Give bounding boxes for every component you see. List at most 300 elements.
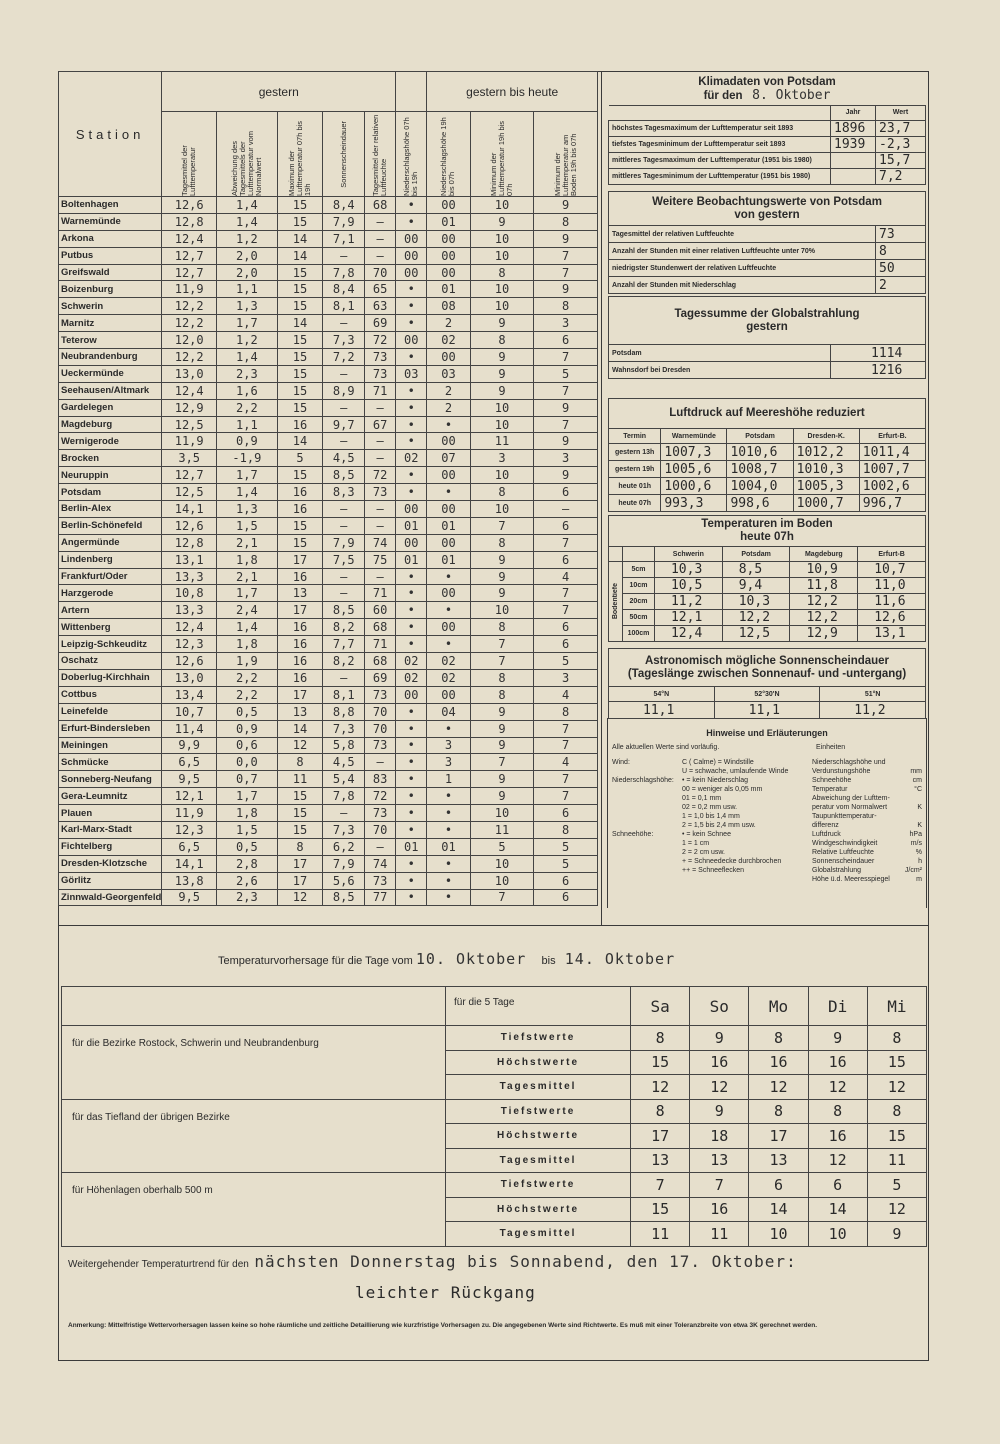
boden-corner <box>623 547 655 562</box>
hinweise-border-right <box>926 718 927 908</box>
station-value: 17 <box>277 551 323 568</box>
station-row <box>59 788 598 805</box>
einheit-name: Globalstrahlung <box>812 867 862 874</box>
station-value: • <box>427 821 470 838</box>
forecast-corner <box>62 987 446 1026</box>
station-value: 6 <box>534 332 598 349</box>
station-value: 11,4 <box>162 720 217 737</box>
station-value: • <box>396 602 427 619</box>
station-value: 8,8 <box>323 703 365 720</box>
column-header-text: Minimum der Lufttemperatur 19h bis 07h <box>488 120 514 196</box>
station-value: 9 <box>470 788 534 805</box>
global-title: Tagessumme der Globalstrahlung <box>674 307 860 320</box>
station-value: — <box>365 399 396 416</box>
station-value: 16 <box>277 669 323 686</box>
luftdruck-value: 993,3 <box>661 495 727 512</box>
global-subtitle: gestern <box>746 320 788 333</box>
boden-side-label <box>609 562 623 642</box>
station-value: 9 <box>534 230 598 247</box>
station-value: 15 <box>277 467 323 484</box>
station-value: 4,5 <box>323 450 365 467</box>
einheit-row <box>812 821 922 830</box>
luftdruck-termin: gestern 13h <box>609 444 661 461</box>
hinweis-row <box>612 767 812 776</box>
station-row <box>59 703 598 720</box>
station-value: 65 <box>365 281 396 298</box>
station-value: 00 <box>427 349 470 366</box>
forecast-value: 13 <box>749 1148 808 1173</box>
station-value: • <box>396 433 427 450</box>
station-value: • <box>396 197 427 214</box>
station-header: Station <box>59 72 162 197</box>
forecast-value: 16 <box>808 1050 867 1075</box>
station-name: Plauen <box>59 805 162 822</box>
station-value: 7 <box>470 889 534 906</box>
station-value: 8 <box>277 838 323 855</box>
station-value: 3 <box>427 737 470 754</box>
hinweis-row <box>612 866 812 875</box>
station-row <box>59 467 598 484</box>
station-value: 8,4 <box>323 197 365 214</box>
column-header-text: Abweichung des Tagesmittels der Lufttemperatur vom Normalwert <box>229 130 263 196</box>
luftdruck-termin: gestern 19h <box>609 461 661 478</box>
station-value: 15 <box>277 332 323 349</box>
station-value: 8,3 <box>323 484 365 501</box>
station-value: 7 <box>534 585 598 602</box>
boden-row <box>609 578 926 594</box>
forecast-kind: Höchstwerte <box>446 1124 631 1149</box>
einheit-name: Luftdruck <box>812 831 841 838</box>
station-name: Berlin-Alex <box>59 501 162 518</box>
station-value: 8,1 <box>323 686 365 703</box>
station-value: 8 <box>534 821 598 838</box>
station-value: 2,2 <box>217 399 278 416</box>
station-value: 00 <box>427 585 470 602</box>
station-row <box>59 197 598 214</box>
station-name: Gardelegen <box>59 399 162 416</box>
weitere-wert: 8 <box>876 243 926 260</box>
column-header-text: Niederschlagshöhe 07h bis 19h <box>402 117 420 196</box>
station-value: 2,3 <box>217 889 278 906</box>
forecast-value: 16 <box>749 1050 808 1075</box>
hinweis-row <box>612 812 812 821</box>
station-row <box>59 484 598 501</box>
station-value: • <box>427 568 470 585</box>
station-value: 7,5 <box>323 551 365 568</box>
hinweis-value: 2 = 1,5 bis 2,4 mm usw. <box>682 822 756 829</box>
station-name: Schmücke <box>59 754 162 771</box>
station-value: 68 <box>365 653 396 670</box>
global-wert: 1216 <box>831 362 926 379</box>
boden-table <box>608 515 926 642</box>
forecast-row <box>62 1026 927 1051</box>
forecast-kind: Tiefstwerte <box>446 1099 631 1124</box>
station-value: 2 <box>427 315 470 332</box>
station-value: — <box>323 501 365 518</box>
trend-result: leichter Rückgang <box>355 1283 536 1302</box>
station-value: — <box>365 230 396 247</box>
luftdruck-value: 1012,2 <box>793 444 859 461</box>
station-row <box>59 213 598 230</box>
station-name: Warnemünde <box>59 213 162 230</box>
forecast-value: 15 <box>631 1050 690 1075</box>
klima-jahr: 1896 <box>831 120 876 136</box>
station-value: • <box>427 720 470 737</box>
station-row <box>59 450 598 467</box>
trend-line: Weitergehender Temperaturtrend für den nächsten Donnerstag bis Sonnabend, den 17. Oktober: <box>68 1252 797 1271</box>
station-value: 02 <box>427 669 470 686</box>
station-value: 13 <box>277 585 323 602</box>
station-value: 12,9 <box>162 399 217 416</box>
einheit-unit: mm <box>910 768 922 775</box>
station-value: 0,9 <box>217 720 278 737</box>
station-name: Putbus <box>59 247 162 264</box>
station-value: 9 <box>470 585 534 602</box>
luftdruck-title: Luftdruck auf Meereshöhe reduziert <box>669 407 865 419</box>
klima-label: höchstes Tagesmaximum der Lufttemperatur seit 1893 <box>609 120 831 136</box>
station-value: 73 <box>365 805 396 822</box>
einheit-row <box>812 785 922 794</box>
station-value: 14 <box>277 247 323 264</box>
station-value: 15 <box>277 399 323 416</box>
station-value: 7 <box>470 517 534 534</box>
station-row <box>59 636 598 653</box>
forecast-region: für die Bezirke Rostock, Schwerin und Neubrandenburg <box>62 1026 446 1100</box>
station-name: Neubrandenburg <box>59 349 162 366</box>
hinweis-value: 02 = 0,2 mm usw. <box>682 804 738 811</box>
station-value: 1,3 <box>217 298 278 315</box>
station-value: 16 <box>277 568 323 585</box>
station-row <box>59 517 598 534</box>
forecast-kind: Tiefstwerte <box>446 1173 631 1198</box>
hinweis-key <box>612 812 682 821</box>
hinweis-key <box>612 785 682 794</box>
global-label: Potsdam <box>609 345 831 362</box>
station-value: 12 <box>277 737 323 754</box>
station-value: 17 <box>277 686 323 703</box>
column-header <box>365 112 396 197</box>
station-value: 6 <box>534 619 598 636</box>
station-value: — <box>323 433 365 450</box>
station-value: — <box>365 247 396 264</box>
station-row <box>59 281 598 298</box>
station-value: 10 <box>470 501 534 518</box>
station-value: 70 <box>365 821 396 838</box>
station-value: 7 <box>534 534 598 551</box>
column-divider <box>601 71 602 925</box>
boden-header: Schwerin <box>654 547 722 562</box>
station-name: Oschatz <box>59 653 162 670</box>
station-value: 1,5 <box>217 517 278 534</box>
luftdruck-value: 996,7 <box>859 495 925 512</box>
station-value: 11,9 <box>162 281 217 298</box>
station-value: 7,3 <box>323 821 365 838</box>
klima-wert: 23,7 <box>876 120 926 136</box>
station-name: Neuruppin <box>59 467 162 484</box>
hinweis-value: • = kein Niederschlag <box>682 777 749 784</box>
station-value: • <box>427 636 470 653</box>
hinweis-value: 1 = 1,0 bis 1,4 mm <box>682 813 740 820</box>
einheit-name: Windgeschwindigkeit <box>812 840 878 847</box>
column-header <box>396 112 427 197</box>
hinweis-value: 00 = weniger als 0,05 mm <box>682 786 763 793</box>
station-value: — <box>365 754 396 771</box>
einheit-unit: % <box>915 849 922 856</box>
station-value: 0,7 <box>217 771 278 788</box>
hinweis-value: ++ = Schneeflecken <box>682 867 745 874</box>
station-value: 16 <box>277 501 323 518</box>
station-value: 8,5 <box>323 467 365 484</box>
einheit-row <box>812 758 922 767</box>
station-value: 73 <box>365 484 396 501</box>
hinweis-value: • = kein Schnee <box>682 831 731 838</box>
station-value: 12,0 <box>162 332 217 349</box>
einheit-row <box>812 875 922 884</box>
station-value: 2,1 <box>217 534 278 551</box>
klimadaten-date: für den 8. Oktober <box>703 88 831 104</box>
station-row <box>59 382 598 399</box>
station-value: 00 <box>396 332 427 349</box>
station-name: Zinnwald-Georgenfeld <box>59 889 162 906</box>
luftdruck-header: Termin <box>609 429 661 444</box>
boden-header: Erfurt-B <box>858 547 926 562</box>
col-jahr: Jahr <box>831 105 876 120</box>
boden-value: 12,1 <box>654 610 722 626</box>
station-value: 14,1 <box>162 855 217 872</box>
weitere-wert: 2 <box>876 277 926 294</box>
station-value: 5,4 <box>323 771 365 788</box>
boden-value: 12,2 <box>722 610 790 626</box>
forecast-kind: Tagesmittel <box>446 1075 631 1100</box>
station-value: 00 <box>427 433 470 450</box>
station-row <box>59 315 598 332</box>
station-value: 8 <box>534 213 598 230</box>
station-value: 7,3 <box>323 332 365 349</box>
station-value: 9 <box>534 197 598 214</box>
einheit-unit: cm <box>912 777 922 784</box>
station-value: 07 <box>427 450 470 467</box>
station-value: 8,5 <box>323 602 365 619</box>
station-value: — <box>365 501 396 518</box>
station-value: 5 <box>470 838 534 855</box>
luftdruck-value: 1007,3 <box>661 444 727 461</box>
einheit-unit: h <box>918 858 922 865</box>
station-value: 17 <box>277 602 323 619</box>
station-value: 7,9 <box>323 855 365 872</box>
station-value: 04 <box>427 703 470 720</box>
station-name: Cottbus <box>59 686 162 703</box>
station-name: Gera-Leumnitz <box>59 788 162 805</box>
station-value: 12,7 <box>162 467 217 484</box>
station-value: 03 <box>427 365 470 382</box>
column-header-text: Sonnenscheindauer <box>338 120 348 188</box>
forecast-value: 11 <box>690 1222 749 1247</box>
station-value: 15 <box>277 281 323 298</box>
station-value: 3 <box>534 669 598 686</box>
station-value: 7 <box>534 602 598 619</box>
station-value: — <box>323 247 365 264</box>
forecast-kind: Höchstwerte <box>446 1050 631 1075</box>
station-value: 8,5 <box>323 889 365 906</box>
station-name: Boltenhagen <box>59 197 162 214</box>
luftdruck-header: Erfurt-B. <box>859 429 925 444</box>
station-value: 11 <box>470 821 534 838</box>
luftdruck-header: Potsdam <box>727 429 793 444</box>
weitere-row <box>609 243 926 260</box>
einheit-row <box>812 848 922 857</box>
station-row <box>59 230 598 247</box>
station-value: 12,3 <box>162 636 217 653</box>
station-value: 00 <box>396 686 427 703</box>
station-value: 8,4 <box>323 281 365 298</box>
column-header-text: Niederschlagshöhe 19h bis 07h <box>439 117 457 196</box>
station-value: 6,5 <box>162 754 217 771</box>
station-row <box>59 264 598 281</box>
hinweis-value: U = schwache, umlaufende Winde <box>682 768 789 775</box>
station-value: 8,1 <box>323 298 365 315</box>
station-value: 5 <box>534 855 598 872</box>
boden-subtitle: heute 07h <box>740 531 794 543</box>
forecast-value: 16 <box>690 1050 749 1075</box>
station-value: • <box>427 805 470 822</box>
station-value: • <box>396 298 427 315</box>
klima-label: tiefstes Tagesminimum der Lufttemperatur seit 1893 <box>609 136 831 152</box>
forecast-day: Di <box>808 987 867 1026</box>
luftdruck-value: 1010,3 <box>793 461 859 478</box>
station-table <box>58 71 598 906</box>
station-value: 12,8 <box>162 213 217 230</box>
station-row <box>59 805 598 822</box>
station-value: 12,1 <box>162 788 217 805</box>
hinweis-row <box>612 785 812 794</box>
station-value: 9 <box>470 737 534 754</box>
column-header <box>427 112 470 197</box>
station-value: 9 <box>470 720 534 737</box>
weitere-row <box>609 260 926 277</box>
forecast-value: 9 <box>690 1026 749 1051</box>
hinweis-key <box>612 803 682 812</box>
weitere-row <box>609 226 926 243</box>
station-value: 17 <box>277 855 323 872</box>
station-value: 7 <box>534 264 598 281</box>
station-value: 1,4 <box>217 619 278 636</box>
station-row <box>59 720 598 737</box>
boden-value: 11,8 <box>790 578 858 594</box>
station-name: Greifswald <box>59 264 162 281</box>
forecast-value: 9 <box>867 1222 926 1247</box>
station-name: Magdeburg <box>59 416 162 433</box>
luftdruck-value: 1008,7 <box>727 461 793 478</box>
station-value: 10 <box>470 416 534 433</box>
station-value: 14 <box>277 433 323 450</box>
hinweis-key <box>612 857 682 866</box>
station-value: 1,1 <box>217 416 278 433</box>
station-value: 3 <box>427 754 470 771</box>
station-value: 12,2 <box>162 298 217 315</box>
station-row <box>59 349 598 366</box>
station-value: • <box>396 484 427 501</box>
station-value: 01 <box>427 551 470 568</box>
station-name: Sonneberg-Neufang <box>59 771 162 788</box>
station-value: 15 <box>277 264 323 281</box>
hinweis-value: + = Schneedecke durchbrochen <box>682 858 782 865</box>
station-row <box>59 737 598 754</box>
station-row <box>59 247 598 264</box>
station-value: 15 <box>277 821 323 838</box>
klima-row <box>609 152 926 168</box>
station-value: 9 <box>470 551 534 568</box>
column-header <box>323 112 365 197</box>
station-name: Frankfurt/Oder <box>59 568 162 585</box>
station-value: • <box>427 889 470 906</box>
station-value: • <box>396 855 427 872</box>
station-name: Boizenburg <box>59 281 162 298</box>
luftdruck-header: Dresden-K. <box>793 429 859 444</box>
klima-label: mittleres Tagesmaximum der Lufttemperatur (1951 bis 1980) <box>609 152 831 168</box>
station-value: 01 <box>396 838 427 855</box>
station-value: 12 <box>277 889 323 906</box>
station-value: — <box>323 805 365 822</box>
station-name: Arkona <box>59 230 162 247</box>
station-name: Brocken <box>59 450 162 467</box>
station-value: 9 <box>470 568 534 585</box>
weitere-label: Anzahl der Stunden mit einer relativen Luftfeuchte unter 70% <box>609 243 876 260</box>
station-value: 10 <box>470 805 534 822</box>
forecast-value: 6 <box>749 1173 808 1198</box>
luftdruck-row <box>609 495 926 512</box>
station-value: 9 <box>470 213 534 230</box>
station-value: 00 <box>396 264 427 281</box>
luftdruck-termin: heute 07h <box>609 495 661 512</box>
einheit-unit: K <box>917 822 922 829</box>
forecast-value: 13 <box>631 1148 690 1173</box>
column-header-text: Tagesmittel der relativen Luftfeuchte <box>371 114 389 196</box>
hinweise-notes <box>612 743 926 884</box>
station-row <box>59 855 598 872</box>
station-value: 73 <box>365 686 396 703</box>
forecast-value: 10 <box>749 1222 808 1247</box>
station-value: 70 <box>365 703 396 720</box>
forecast-row <box>62 1099 927 1124</box>
station-value: 00 <box>427 467 470 484</box>
luftdruck-value: 1004,0 <box>727 478 793 495</box>
station-value: 72 <box>365 467 396 484</box>
forecast-value: 8 <box>749 1026 808 1051</box>
klima-row <box>609 168 926 184</box>
luftdruck-value: 1011,4 <box>859 444 925 461</box>
station-value: 2,3 <box>217 365 278 382</box>
weitere-label: niedrigster Stundenwert der relativen Luftfeuchte <box>609 260 876 277</box>
station-value: • <box>396 737 427 754</box>
boden-side-text: Bodentiefe <box>612 583 619 620</box>
station-value: 7,9 <box>323 534 365 551</box>
column-header <box>534 112 598 197</box>
station-value: 3 <box>470 450 534 467</box>
station-value: • <box>396 788 427 805</box>
station-value: 7 <box>470 636 534 653</box>
station-value: 2 <box>427 382 470 399</box>
luftdruck-value: 1005,6 <box>661 461 727 478</box>
klimadaten-title: Klimadaten von Potsdam <box>698 76 836 89</box>
boden-value: 10,7 <box>858 562 926 578</box>
section-divider <box>58 925 929 926</box>
station-value: 8 <box>470 264 534 281</box>
station-value: 75 <box>365 551 396 568</box>
hinweis-row <box>612 857 812 866</box>
station-value: 8 <box>470 669 534 686</box>
station-value: 71 <box>365 585 396 602</box>
forecast-value: 8 <box>867 1026 926 1051</box>
